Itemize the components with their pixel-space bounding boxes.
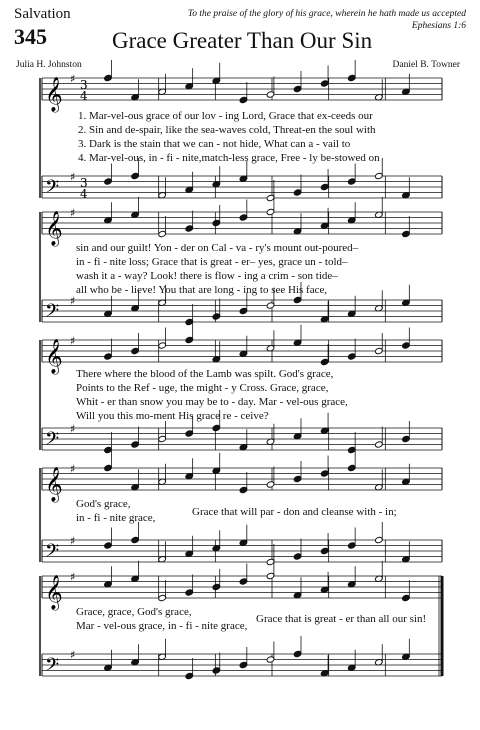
note-head xyxy=(239,661,248,668)
note-head xyxy=(320,80,329,87)
key-signature-sharp: ♯ xyxy=(70,534,76,548)
time-signature: 3 xyxy=(80,176,88,190)
note-head xyxy=(131,536,140,543)
note-head xyxy=(104,353,113,360)
key-signature-sharp: ♯ xyxy=(70,334,76,348)
key-signature-sharp: ♯ xyxy=(70,206,76,220)
note-head xyxy=(375,172,384,179)
bass-clef: 𝄢 xyxy=(45,177,60,202)
note-head xyxy=(347,446,356,453)
key-signature-sharp: ♯ xyxy=(70,170,76,184)
composer-credit: Daniel B. Towner xyxy=(392,60,460,70)
note-head xyxy=(104,542,113,549)
note-head xyxy=(185,225,194,232)
key-signature-sharp: ♯ xyxy=(70,462,76,476)
lyric-line: in - fi - nite grace, xyxy=(76,512,156,524)
epigraph-text: To the praise of the glory of his grace, wherein he hath made us accepted xyxy=(187,9,466,19)
key-signature-sharp: ♯ xyxy=(70,422,76,436)
note-head xyxy=(347,542,356,549)
note-head xyxy=(266,656,275,663)
lyric-line: 3. Dark is the stain that we can - not hide, What can a - vail to xyxy=(78,138,351,150)
note-head xyxy=(212,219,221,226)
note-head xyxy=(347,464,356,471)
lyric-line: 4. Mar-vel-ous, in - fi - nite,match-less grace, Free - ly be-stowed on xyxy=(78,152,380,164)
epigraph xyxy=(188,8,466,32)
note-head xyxy=(266,91,275,98)
note-head xyxy=(212,424,221,431)
note-head xyxy=(185,589,194,596)
note-head xyxy=(185,318,194,325)
note-head xyxy=(131,441,140,448)
note-head xyxy=(212,667,221,674)
lyric-line: 1. Mar-vel-ous grace of our lov - ing Lord, Grace that ex-ceeds our xyxy=(78,110,373,122)
time-signature: 3 xyxy=(80,78,88,92)
note-head xyxy=(320,183,329,190)
note-head xyxy=(402,435,411,442)
hymn-title: Grace Greater Than Our Sin xyxy=(112,28,373,53)
lyric-line: 2. Sin and de-spair, like the sea-waves cold, Threat-en the soul with xyxy=(78,124,376,136)
note-head xyxy=(293,553,302,560)
note-head xyxy=(266,481,275,488)
note-head xyxy=(104,464,113,471)
lyric-line: Whit - er than snow you may be to - day. Mar - vel-ous grace, xyxy=(76,396,348,408)
bass-clef: 𝄢 xyxy=(45,541,60,566)
lyric-line: sin and our guilt! Yon - der on Cal - va - ry's mount out-poured– xyxy=(76,242,359,254)
key-signature-sharp: ♯ xyxy=(70,570,76,584)
lyric-line: wash it a - way? Look! there is flow - ing a crim - son tide– xyxy=(76,270,338,282)
lyric-line: in - fi - nite loss; Grace that is great - er– yes, grace un - told– xyxy=(76,256,348,268)
note-head xyxy=(158,342,167,349)
note-head xyxy=(293,475,302,482)
note-head xyxy=(320,358,329,365)
epigraph-reference: Ephesians 1:6 xyxy=(411,21,466,31)
note-head xyxy=(131,172,140,179)
note-head xyxy=(104,446,113,453)
note-head xyxy=(266,194,275,201)
note-head xyxy=(402,342,411,349)
section-heading: Salvation xyxy=(14,6,71,22)
note-head xyxy=(347,178,356,185)
note-head xyxy=(158,230,167,237)
lyric-line: Grace that will par - don and cleanse with - in; xyxy=(192,506,397,518)
note-head xyxy=(104,74,113,81)
note-head xyxy=(185,672,194,679)
note-head xyxy=(239,214,248,221)
author-credit: Julia H. Johnston xyxy=(16,60,82,70)
time-signature: 4 xyxy=(80,89,88,103)
note-head xyxy=(320,470,329,477)
note-head xyxy=(293,650,302,657)
lyric-line: Grace, grace, God's grace, xyxy=(76,606,192,618)
key-signature-sharp: ♯ xyxy=(70,648,76,662)
lyric-line: Will you this mo-ment His grace re - ceive? xyxy=(76,410,269,422)
note-head xyxy=(212,313,221,320)
bass-clef: 𝄢 xyxy=(45,301,60,326)
note-head xyxy=(239,96,248,103)
note-head xyxy=(185,336,194,343)
note-head xyxy=(266,302,275,309)
time-signature: 4 xyxy=(80,187,88,201)
note-head xyxy=(158,594,167,601)
note-head xyxy=(293,85,302,92)
note-head xyxy=(185,430,194,437)
note-head xyxy=(293,296,302,303)
treble-clef: 𝄞 xyxy=(45,467,63,502)
note-head xyxy=(402,230,411,237)
note-head xyxy=(239,307,248,314)
note-head xyxy=(347,353,356,360)
note-head xyxy=(375,536,384,543)
treble-clef: 𝄞 xyxy=(45,339,63,374)
bass-clef: 𝄢 xyxy=(45,429,60,454)
lyric-line: Points to the Ref - uge, the might - y Cross. Grace, grace, xyxy=(76,382,329,394)
note-head xyxy=(239,578,248,585)
note-head xyxy=(266,572,275,579)
lyric-line: There where the blood of the Lamb was spilt. God's grace, xyxy=(76,368,334,380)
key-signature-sharp: ♯ xyxy=(70,72,76,86)
note-head xyxy=(375,347,384,354)
note-head xyxy=(266,208,275,215)
note-head xyxy=(104,178,113,185)
treble-clef: 𝄞 xyxy=(45,575,63,610)
lyric-line: God's grace, xyxy=(76,498,131,510)
note-head xyxy=(131,347,140,354)
bass-clef: 𝄢 xyxy=(45,655,60,680)
hymn-number: 345 xyxy=(14,24,47,49)
note-head xyxy=(293,189,302,196)
treble-clef: 𝄞 xyxy=(45,211,63,246)
note-head xyxy=(402,594,411,601)
key-signature-sharp: ♯ xyxy=(70,294,76,308)
note-head xyxy=(375,441,384,448)
note-head xyxy=(239,486,248,493)
note-head xyxy=(347,74,356,81)
lyric-line: all who be - lieve! You that are long - ing to see His face, xyxy=(76,284,328,296)
note-head xyxy=(212,583,221,590)
note-head xyxy=(158,435,167,442)
treble-clef: 𝄞 xyxy=(45,77,63,112)
lyric-line: Grace that is great - er than all our sin! xyxy=(256,613,427,625)
note-head xyxy=(266,558,275,565)
note-head xyxy=(320,547,329,554)
lyric-line: Mar - vel-ous grace, in - fi - nite grace, xyxy=(76,620,248,632)
